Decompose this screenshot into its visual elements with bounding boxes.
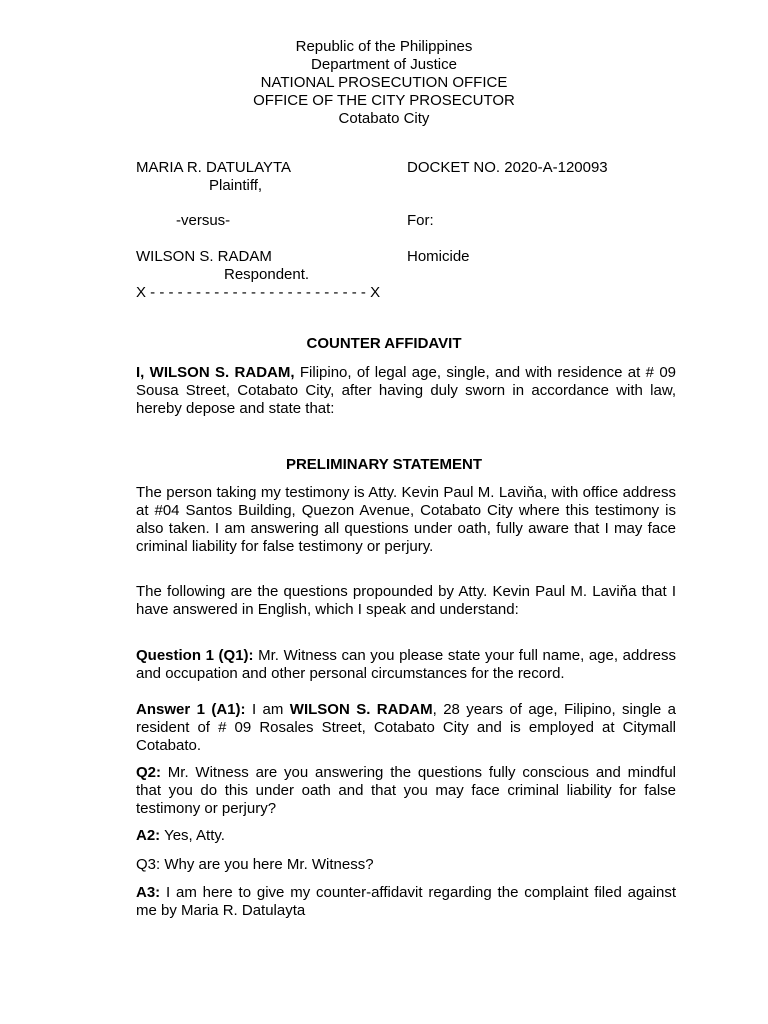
plaintiff-role: Plaintiff, — [209, 177, 263, 194]
letterhead — [0, 38, 768, 128]
answer-1-label: Answer 1 (A1): — [136, 701, 246, 718]
question-2-text: Mr. Witness are you answering the questions fully conscious and mindful that you do this under oath and that you may face criminal liability for false testimony or perjury? — [136, 764, 676, 817]
answer-1-text: , 28 years of age, Filipino, single a resident of # 09 Rosales Street, Cotabato City and is employed at Citymall Cotabato. — [136, 701, 676, 754]
prelim-paragraph-1: The person taking my testimony is Atty. Kevin Paul M. Laviňa, with office address at #04 Santos Building, Quezon Avenue, Cotabato City where this testimony is also taken. I am answering all questions under oath, fully aware that I may face criminal liability for false testimony or perjury. — [136, 484, 676, 555]
respondent-role: Respondent. — [224, 266, 310, 283]
versus-label: -versus- — [176, 212, 231, 229]
question-1-text: Mr. Witness can you please state your full name, age, address and occupation and other personal circumstances for the record. — [136, 647, 676, 682]
affiant-name: I, WILSON S. RADAM, — [136, 364, 295, 381]
answer-1-pre: I am — [245, 701, 290, 718]
question-3: Q3: Why are you here Mr. Witness? — [136, 856, 374, 873]
answer-2-text: Yes, Atty. — [160, 827, 225, 844]
question-2-label: Q2: — [136, 764, 162, 781]
offense-label: Homicide — [407, 248, 470, 265]
docket-number: DOCKET NO. 2020-A-120093 — [407, 159, 608, 176]
section-heading: PRELIMINARY STATEMENT — [285, 456, 483, 473]
document-title: COUNTER AFFIDAVIT — [306, 335, 462, 352]
letterhead-prosecution-office: NATIONAL PROSECUTION OFFICE — [260, 74, 508, 91]
answer-3 — [136, 884, 676, 920]
letterhead-city: Cotabato City — [338, 110, 430, 127]
question-2 — [136, 764, 676, 818]
plaintiff-name: MARIA R. DATULAYTA — [136, 159, 292, 176]
respondent-name: WILSON S. RADAM — [136, 248, 272, 265]
intro-text: Filipino, of legal age, single, and with residence at # 09 Sousa Street, Cotabato City, after having duly sworn in accordance with law, hereby depose and state that: — [136, 364, 677, 417]
answer-2 — [136, 827, 676, 845]
answer-3-label: A3: — [136, 884, 161, 901]
letterhead-republic: Republic of the Philippines — [295, 38, 473, 55]
answer-2-label: A2: — [136, 827, 161, 844]
letterhead-city-prosecutor: OFFICE OF THE CITY PROSECUTOR — [253, 92, 515, 109]
question-1 — [136, 647, 676, 683]
question-1-label: Question 1 (Q1): — [136, 647, 254, 664]
prelim-paragraph-2: The following are the questions propounded by Atty. Kevin Paul M. Laviňa that I have answered in English, which I speak and understand: — [136, 583, 676, 618]
answer-1-name: WILSON S. RADAM — [289, 701, 433, 718]
answer-1 — [136, 701, 676, 755]
intro-paragraph — [136, 364, 676, 418]
caption-separator: X - - - - - - - - - - - - - - - - - - - - - - - - X — [136, 284, 381, 301]
for-label: For: — [407, 212, 434, 229]
letterhead-department: Department of Justice — [311, 56, 457, 73]
answer-3-text: I am here to give my counter-affidavit regarding the complaint filed against me by Maria R. Datulayta — [136, 884, 676, 919]
